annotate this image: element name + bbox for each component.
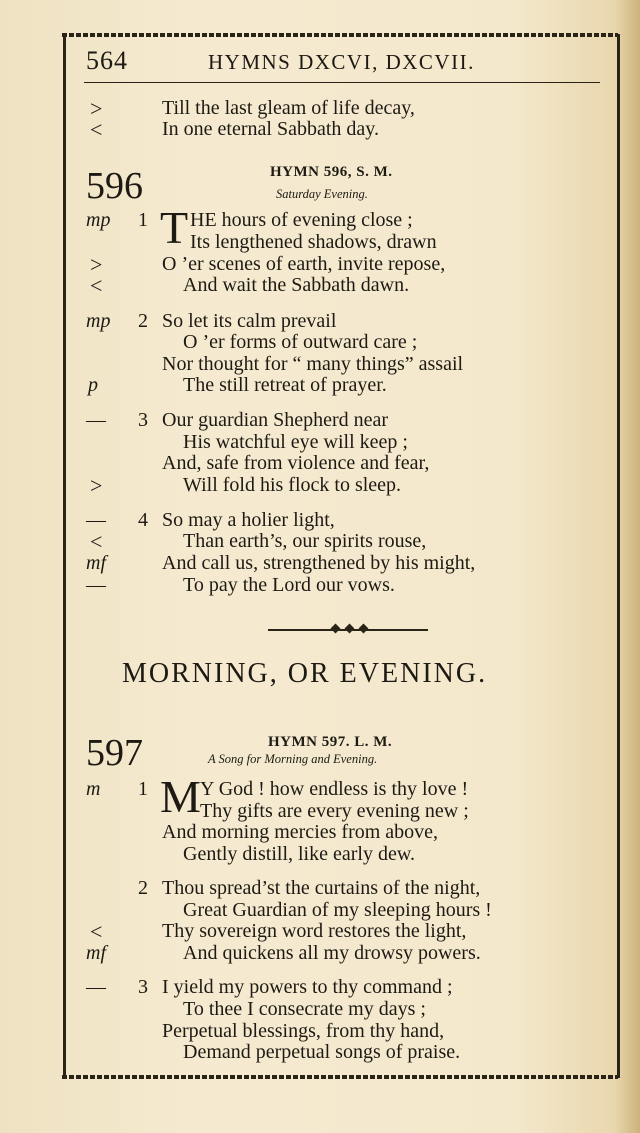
hymn-subtitle: A Song for Morning and Evening. (208, 752, 378, 766)
dynamic-mark: mp (86, 209, 111, 231)
hymn-number: 596 (86, 165, 143, 207)
divider-diamond (331, 624, 341, 634)
dynamic-mark: > (90, 252, 103, 277)
dynamic-mark: < (90, 529, 103, 554)
verse-line: Perpetual blessings, from thy hand, (162, 1020, 445, 1042)
verse-line: Gently distill, like early dew. (183, 843, 415, 865)
dynamic-mark: mp (86, 310, 111, 332)
verse-line: In one eternal Sabbath day. (162, 118, 379, 140)
dynamic-mark: < (90, 117, 103, 142)
header-rule (84, 82, 600, 83)
verse-line: His watchful eye will keep ; (183, 431, 408, 453)
right-border (617, 34, 620, 1078)
divider-diamond (359, 624, 369, 634)
verse-line: And call us, strengthened by his might, (162, 552, 476, 574)
dynamic-mark: — (86, 976, 106, 998)
verse-line: So may a holier light, (162, 509, 335, 531)
verse-line: And quickens all my drowsy powers. (183, 942, 481, 964)
page-number: 564 (86, 46, 128, 75)
verse-line: And, safe from violence and fear, (162, 452, 430, 474)
verse-line: HE hours of evening close ; (190, 209, 413, 231)
drop-cap: T (160, 202, 189, 253)
verse-line: Will fold his flock to sleep. (183, 474, 402, 496)
verse-line: Thy sovereign word restores the light, (162, 920, 467, 942)
dynamic-mark: < (90, 919, 103, 944)
hymn-subtitle: Saturday Evening. (276, 187, 368, 201)
drop-cap: M (160, 771, 201, 822)
verse-line: Thou spread’st the curtains of the night, (162, 877, 481, 899)
stanza-number: 3 (138, 409, 148, 431)
verse-line: Than earth’s, our spirits rouse, (183, 530, 427, 552)
stanza-number: 2 (138, 877, 148, 899)
running-title: HYMNS DXCVI, DXCVII. (208, 50, 475, 74)
top-border-ornament (62, 33, 618, 37)
stanza-number: 1 (138, 209, 148, 231)
dynamic-mark: mf (86, 552, 106, 574)
verse-line: Great Guardian of my sleeping hours ! (183, 899, 492, 921)
dynamic-mark: > (90, 473, 103, 498)
verse-line: And wait the Sabbath dawn. (183, 274, 410, 296)
dynamic-mark: < (90, 273, 103, 298)
dynamic-mark: p (88, 374, 98, 396)
verse-line: O ’er scenes of earth, invite repose, (162, 253, 446, 275)
section-title: MORNING, OR EVENING. (122, 658, 488, 689)
verse-line: Till the last gleam of life decay, (162, 97, 415, 119)
verse-line: Demand perpetual songs of praise. (183, 1041, 461, 1063)
verse-line: I yield my powers to thy command ; (162, 976, 453, 998)
verse-line: O ’er forms of outward care ; (183, 331, 418, 353)
bottom-border-ornament (62, 1075, 618, 1079)
dynamic-mark: m (86, 778, 101, 800)
verse-line: Y God ! how endless is thy love ! (200, 778, 469, 800)
dynamic-mark: — (86, 574, 106, 596)
verse-line: Our guardian Shepherd near (162, 409, 389, 431)
verse-line: Thy gifts are every evening new ; (200, 800, 469, 822)
hymn-number: 597 (86, 732, 143, 774)
dynamic-mark: — (86, 509, 106, 531)
dynamic-mark: — (86, 409, 106, 431)
left-border (63, 34, 66, 1078)
verse-line: The still retreat of prayer. (183, 374, 387, 396)
verse-line: So let its calm prevail (162, 310, 337, 332)
divider-diamond (345, 624, 355, 634)
stanza-number: 1 (138, 778, 148, 800)
stanza-number: 2 (138, 310, 148, 332)
stanza-number: 3 (138, 976, 148, 998)
dynamic-mark: > (90, 96, 103, 121)
hymn-heading: HYMN 596, S. M. (270, 164, 393, 180)
hymn-heading: HYMN 597. L. M. (268, 734, 393, 750)
verse-line: To thee I consecrate my days ; (183, 998, 426, 1020)
verse-line: Nor thought for “ many things” assail (162, 353, 464, 375)
verse-line: To pay the Lord our vows. (183, 574, 395, 596)
verse-line: Its lengthened shadows, drawn (190, 231, 437, 253)
stanza-number: 4 (138, 509, 148, 531)
dynamic-mark: mf (86, 942, 106, 964)
verse-line: And morning mercies from above, (162, 821, 439, 843)
